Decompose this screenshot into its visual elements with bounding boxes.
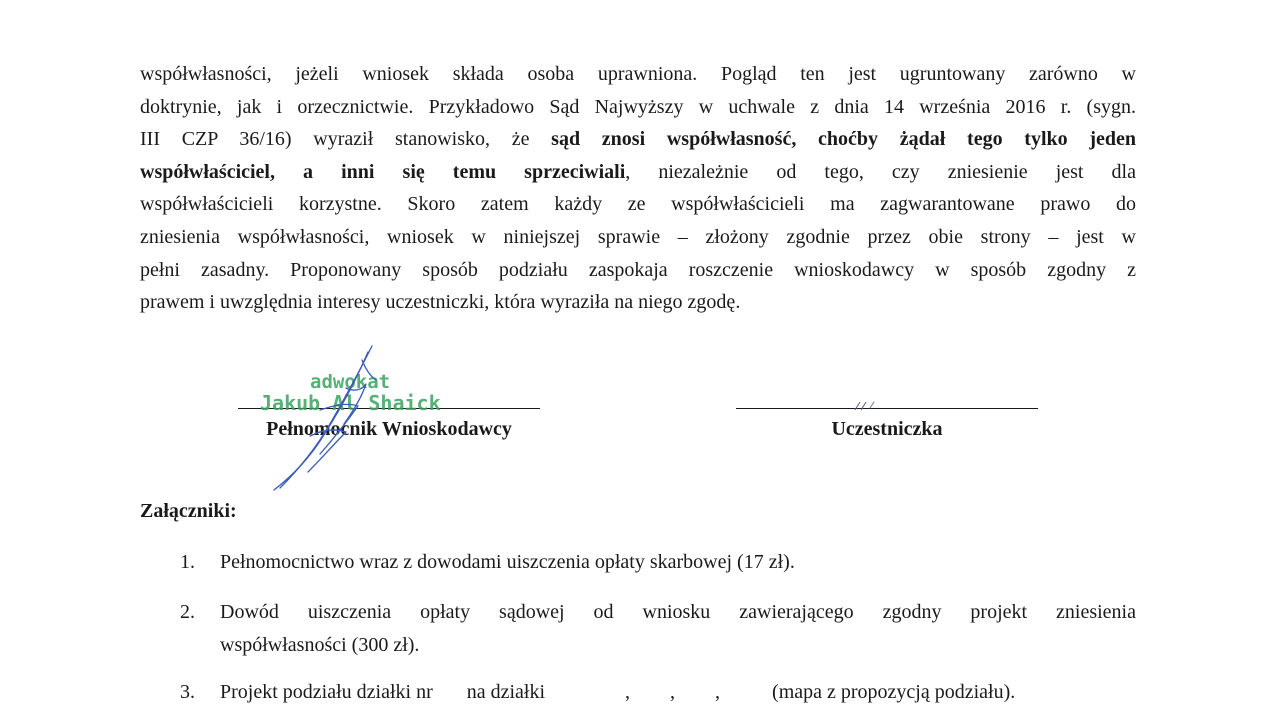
attachment-segment: Projekt podziału działki nr [220,681,433,703]
signature-mark [852,400,872,412]
attachment-number: 2. [180,601,195,623]
paragraph-line [140,156,1136,189]
paragraph-line: zniesienia współwłasności, wniosek w niniejszej sprawie – złożony zgodnie przez obie strony – jest w [140,225,1136,248]
attachment-number: 3. [180,681,195,703]
attachments-heading: Załączniki: [140,500,237,522]
attachment-segment: (mapa z propozycją podziału). [772,681,1016,703]
paragraph-line: współwłaścicieli korzystne. Skoro zatem każdy ze współwłaścicieli ma zagwarantowane prawo do [140,193,1136,216]
paragraph-line: współwłasności, jeżeli wniosek składa osoba uprawniona. Pogląd ten jest ugruntowany zarówno w [140,63,1136,85]
attachment-text [220,676,1136,709]
stamp-name: Jakub Al Shaick [260,391,441,415]
paragraph-line: prawem i uwzględnia interesy uczestniczki, która wyraziła na niego zgodę. [140,291,741,314]
paragraph-line: doktrynie, jak i orzecznictwie. Przykładowo Sąd Najwyższy w uchwale z dnia 14 września 2016 r. (sygn. [140,95,1136,118]
attachment-segment: , [625,681,631,703]
attachment-segment: na działki [466,681,546,703]
signature-label-right: Uczestniczka [831,418,943,440]
paragraph-text: III CZP 36/16) wyraził stanowisko, że [140,128,552,151]
bold-quote: współwłaściciel, a inni się temu sprzeciwiali [140,160,626,183]
paragraph-line: pełni zasadny. Proponowany sposób podziału zaspokaja roszczenie wnioskodawcy w sposób zgodny z [140,258,1136,281]
justification-paragraph [140,58,1136,319]
bold-quote: sąd znosi współwłasność, choćby żądał tego tylko jeden [551,128,1136,151]
signature-label-left: Pełnomocnik Wnioskodawcy [266,418,512,440]
attachment-text: Pełnomocnictwo wraz z dowodami uiszczenia opłaty skarbowej (17 zł). [220,551,795,573]
attachment-segment: , [715,681,721,703]
attachment-number: 1. [180,551,195,573]
signature-line-right [736,408,1038,409]
attachment-text: Dowód uiszczenia opłaty sądowej od wniosku zawierającego zgodny projekt zniesienia [220,601,1136,623]
paragraph-text: , niezależnie od tego, czy zniesienie jest dla [625,160,1136,183]
attachment-segment: , [670,681,676,703]
stamp-title: adwokat [310,371,391,393]
attachment-text: współwłasności (300 zł). [220,633,420,656]
handwritten-signature [250,340,420,500]
paragraph-line [140,123,1136,156]
